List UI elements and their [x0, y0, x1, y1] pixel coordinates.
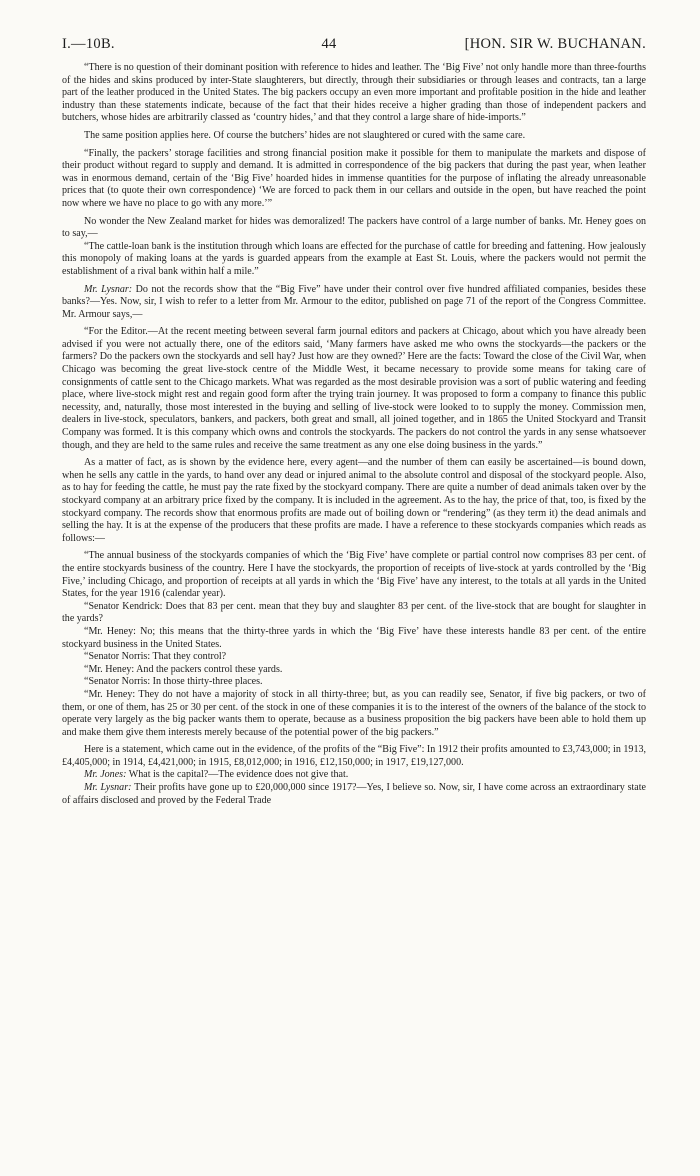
quote-paragraph: “The cattle-loan bank is the institution through which loans are effected for the purchase of cattle for breeding and fattening. How jealously this monopoly of making loans at the yards is guarded appears from the example at East St. Louis, where the packers would not permit the establishment of a rival bank within half a mile.” — [62, 240, 646, 277]
speaker-heading: [HON. SIR W. BUCHANAN. — [464, 36, 646, 52]
speaker-name: Mr. Lysnar: — [84, 782, 132, 794]
dialogue-paragraph: Mr. Lysnar: Do not the records show that the “Big Five” have under their control over five hundred affiliated companies, besides these banks?—Yes. Now, sir, I wish to refer to a letter from Mr. Armour to the editor, published on page 71 of the report of the Congress Committee. Mr. Armour says,— — [62, 283, 646, 320]
quote-paragraph: “For the Editor.—At the recent meeting between several farm journal editors and packers at Chicago, about which you have already been advised if you were not actually there, one of the editors said, ‘Many farmers have asked me who owns the stockyards—the packers or the farmers? Do the packers own the stockyards and sell hay? Just how are they owned?’ Here are the facts: Toward the close of the Civil War, when Chicago was becoming the great live-stock centre of the Middle West, it became necessary to provide some means for taking care of consignments of cattle sent to the Chicago markets. What was regarded as the most desirable provision was a sort of public watering and feeding place, where live-stock might rest and regain good form after the trying train journey. It was proposed to form a company to finance this public necessity, and, naturally, those most interested in the buying and selling of live-stock were looked to to supply the money. Commission men, dealers in live-stock, speculators, bankers, and packers, both great and small, all joined together, and in 1865 the United Stockyard and Transit Company was formed. It is this company which owns and controls the stockyards. The packers do not control the yards in any sense whatsoever though, and they are held to the same rules and receive the same treatment as any one else doing business in the yards.” — [62, 326, 646, 451]
testimony-line: “Senator Norris: In those thirty-three places. — [84, 676, 263, 688]
speaker-name: Mr. Lysnar: — [84, 283, 133, 295]
quote-paragraph: “The annual business of the stockyards companies of which the ‘Big Five’ have complete or partial control now comprises 83 per cent. of the entire stockyards business of the country. Here I have the stockyards, the proportion of receipts of live-stock at yards controlled by the ‘Big Five,’ including Chicago, and proportion of receipts at all yards in which the ‘Big Five’ have any interest, to the totals at all yards in the United States, for the year 1916 (calendar year). — [62, 550, 646, 600]
page-header — [62, 36, 646, 53]
testimony-line: “Senator Norris: That they control? — [84, 651, 227, 663]
paragraph: As a matter of fact, as is shown by the evidence here, every agent—and the number of them can easily be ascertained—is bound down, when he sells any cattle in the yards, to hand over any dead or injured animal to the absolute control and disposal of the stockyard people. Also, as to hay for feeding the cattle, he must pay the rate fixed by the stockyard company. There are quite a number of dead animals taken over by the stockyard company at an arbitrary price fixed by the company. It is included in the agreement. As to the hay, the price of that, too, is fixed by the stockyard company. The records show that enormous profits are made out of boiling down or “rendering” (as they term it) the dead animals and selling the hay. It is at the expense of the producers that these profits are made. I have a reference to these stockyards companies which reads as follows:— — [62, 457, 646, 544]
dialogue-paragraph: Mr. Lysnar: Their profits have gone up to £20,000,000 since 1917?—Yes, I believe so. Now, sir, I have come across an extraordinary state of affairs disclosed and proved by the Federal Trade — [62, 782, 646, 806]
paragraph: No wonder the New Zealand market for hides was demoralized! The packers have control of a large number of banks. Mr. Heney goes on to say,— — [62, 215, 646, 240]
page-body — [62, 62, 646, 807]
testimony-line: “Mr. Heney: And the packers control these yards. — [84, 663, 283, 675]
paragraph: Here is a statement, which came out in the evidence, of the profits of the “Big Five”: In 1912 their profits amounted to £3,743,000; in 1913, £4,405,000; in 1914, £4,421,000; in 1915, £8,012,000; in 1916, £12,150,000; in 1917, £19,127,000. — [62, 744, 646, 768]
document-reference: I.—10B. — [62, 36, 115, 52]
quote-paragraph: “Finally, the packers’ storage facilities and strong financial position make it possible for them to manipulate the markets and dispose of their product without regard to supply and demand. It is admitted in correspondence of the big packers that during the past year, when leather was in enormous demand, certain of the ‘Big Five’ hoarded hides in immense quantities for the purpose of inflating the already unreasonable prices that (to quote their own correspondence) ‘We are forced to pack them in our cellars and outside in the open, but have reached the point now where we have no place to go with any more.’” — [62, 147, 646, 209]
testimony-line: “Mr. Heney: No; this means that the thirty-three yards in which the ‘Big Five’ have these interests handle 83 per cent. of the entire stockyard business in the United States. — [62, 625, 646, 650]
testimony-line: “Mr. Heney: They do not have a majority of stock in all thirty-three; but, as you can readily see, Senator, if five big packers, or two of them, or one of them, has 25 or 30 per cent. of the stock in one of these companies it is to the interest of the owners of the balance of the stock to operate very largely as the big packer wants them to operate, because as a business proposition the big packers have been able to hold them up and make them give them interests merely because of the potential power of the big packers.” — [62, 688, 646, 738]
paragraph: The same position applies here. Of course the butchers’ hides are not slaughtered or cured with the same care. — [84, 129, 526, 141]
page-number: 44 — [321, 36, 337, 52]
quote-paragraph: “There is no question of their dominant position with reference to hides and leather. The ‘Big Five’ not only handle more than three-fourths of the hides and skins produced by inter-State slaughterers, but directly, through their subsidiaries or through leases and contracts, tan a large part of the leather produced in the United States. The big packers occupy an even more important and profitable position in the hide and leather industry than these statements indicate, because of the fact that their hides receive a higher grading than those of independent packers and butchers, whose hides are arbitrarily classed as ‘country hides,’ and that they control a large share of hide-imports.” — [62, 62, 646, 124]
speaker-name: Mr. Jones: — [84, 769, 127, 781]
testimony-line: “Senator Kendrick: Does that 83 per cent. mean that they buy and slaughter 83 per cent. of the live-stock that are bought for slaughter in the yards? — [62, 600, 646, 625]
dialogue-paragraph: Mr. Jones: What is the capital?—The evidence does not give that. — [84, 769, 349, 781]
